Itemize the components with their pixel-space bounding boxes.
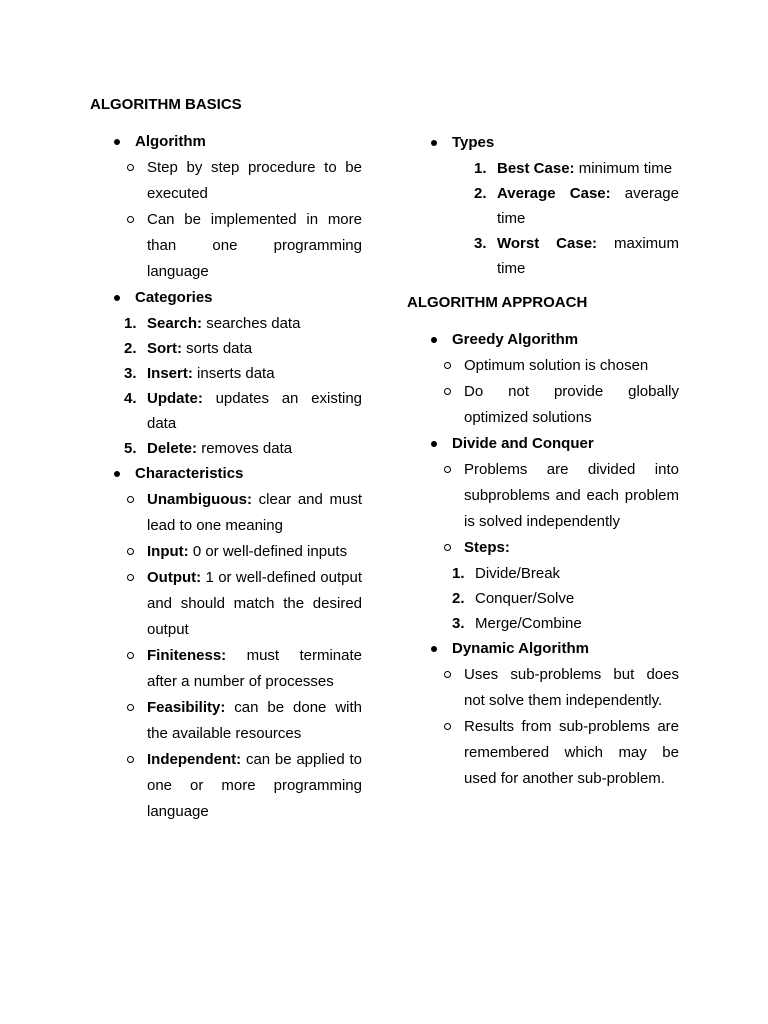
item-text: minimum time (578, 160, 673, 177)
item-text: removes data (201, 440, 293, 457)
item-term: Finiteness: (147, 647, 227, 664)
item-term: Search: (147, 315, 203, 332)
list-item (135, 643, 362, 695)
list-item (407, 586, 679, 611)
hollow-bullet-icon (444, 723, 451, 730)
bullet-icon (431, 337, 437, 343)
list-item-dynamic (407, 636, 679, 792)
list-item (452, 714, 679, 792)
item-text: sorts data (186, 340, 253, 357)
item-text: Can be implemented in more than one programming language (147, 211, 362, 280)
item-text: Optimum solution is chosen (464, 357, 649, 374)
item-title: Categories (135, 289, 213, 306)
item-title: Algorithm (135, 133, 206, 150)
item-number: 3. (452, 615, 465, 632)
bullet-icon (114, 471, 120, 477)
list-item (135, 747, 362, 825)
characteristics-list (90, 461, 362, 825)
dynamic-list (407, 636, 679, 792)
list-item-divide-and-conquer (407, 431, 679, 561)
algorithm-sublist (135, 155, 362, 285)
hollow-bullet-icon (444, 362, 451, 369)
item-text: Divide/Break (475, 565, 561, 582)
list-item-types (407, 130, 679, 156)
hollow-bullet-icon (127, 548, 134, 555)
hollow-bullet-icon (127, 574, 134, 581)
hollow-bullet-icon (127, 164, 134, 171)
item-term: Average Case: (497, 185, 611, 202)
hollow-bullet-icon (127, 652, 134, 659)
list-item (407, 561, 679, 586)
item-text: clear and must lead to one meaning (147, 491, 362, 534)
list-item (90, 386, 362, 436)
list-item (90, 436, 362, 461)
hollow-bullet-icon (127, 756, 134, 763)
item-text: maximum time (497, 235, 679, 277)
heading-algorithm-basics: ALGORITHM BASICS (90, 96, 242, 113)
item-term: Unambiguous: (147, 491, 252, 508)
list-item (135, 487, 362, 539)
item-text: can be applied to one or more programming language (147, 751, 362, 820)
item-number: 1. (124, 315, 137, 332)
characteristics-sublist (135, 487, 362, 825)
list-item (90, 361, 362, 386)
item-term: Insert: (147, 365, 193, 382)
item-term: Sort: (147, 340, 182, 357)
steps-numbered-list (407, 561, 679, 636)
item-text: Uses sub-problems but does not solve them independently. (464, 666, 679, 709)
list-item (407, 611, 679, 636)
item-title: Greedy Algorithm (452, 331, 579, 348)
list-item (452, 379, 679, 431)
item-text: can be done with the available resources (147, 699, 362, 742)
item-text: 1 or well-defined output and should match the desired output (147, 569, 362, 638)
item-text: Conquer/Solve (475, 590, 575, 607)
list-item (135, 207, 362, 285)
item-term: Input: (147, 543, 189, 560)
item-term: Best Case: (497, 160, 575, 177)
hollow-bullet-icon (127, 704, 134, 711)
hollow-bullet-icon (444, 388, 451, 395)
bullet-icon (431, 646, 437, 652)
left-column (90, 93, 362, 825)
item-text: must terminate after a number of processes (147, 647, 362, 690)
hollow-bullet-icon (444, 466, 451, 473)
hollow-bullet-icon (127, 496, 134, 503)
item-text: searches data (206, 315, 301, 332)
item-number: 1. (452, 565, 465, 582)
bullet-icon (431, 140, 437, 146)
list-item (452, 457, 679, 535)
categories-numbered-list (90, 311, 362, 461)
list-item (90, 311, 362, 336)
bullet-icon (114, 139, 120, 145)
list-item (135, 565, 362, 643)
item-number: 3. (474, 235, 487, 252)
item-term: Worst Case: (497, 235, 598, 252)
item-number: 4. (124, 390, 137, 407)
item-number: 1. (474, 160, 487, 177)
list-item (407, 231, 679, 281)
right-column (407, 130, 679, 792)
list-item-steps (452, 535, 679, 561)
types-numbered-list (407, 156, 679, 281)
item-text: Problems are divided into subproblems and each problem is solved independently (464, 461, 679, 530)
item-term: Delete: (147, 440, 198, 457)
hollow-bullet-icon (444, 671, 451, 678)
basics-list (90, 129, 362, 311)
item-text: Step by step procedure to be executed (147, 159, 362, 202)
item-number: 2. (474, 185, 487, 202)
item-term: Feasibility: (147, 699, 226, 716)
item-number: 3. (124, 365, 137, 382)
hollow-bullet-icon (127, 216, 134, 223)
list-item-algorithm (90, 129, 362, 285)
item-number: 2. (124, 340, 137, 357)
item-text: Results from sub-problems are remembered which may be used for another sub-problem. (464, 718, 679, 787)
item-title: Characteristics (135, 465, 244, 482)
types-list (407, 130, 679, 156)
approach-list (407, 327, 679, 561)
item-text: Merge/Combine (475, 615, 582, 632)
list-item (452, 662, 679, 714)
steps-label: Steps: (464, 539, 510, 556)
list-item-characteristics (90, 461, 362, 825)
divide-sublist (452, 457, 679, 561)
item-number: 2. (452, 590, 465, 607)
list-item (135, 695, 362, 747)
heading-algorithm-approach: ALGORITHM APPROACH (407, 294, 588, 311)
item-text: 0 or well-defined inputs (192, 543, 348, 560)
greedy-sublist (452, 353, 679, 431)
item-term: Update: (147, 390, 203, 407)
list-item (452, 353, 679, 379)
item-term: Output: (147, 569, 202, 586)
hollow-bullet-icon (444, 544, 451, 551)
list-item (135, 539, 362, 565)
dynamic-sublist (452, 662, 679, 792)
item-title: Divide and Conquer (452, 435, 594, 452)
item-text: updates an existing data (147, 390, 362, 432)
list-item-categories (90, 285, 362, 311)
list-item (135, 155, 362, 207)
list-item (90, 336, 362, 361)
bullet-icon (114, 295, 120, 301)
item-term: Independent: (147, 751, 242, 768)
item-title: Types (452, 134, 495, 151)
item-number: 5. (124, 440, 137, 457)
item-text: average time (497, 185, 679, 227)
list-item (407, 156, 679, 181)
bullet-icon (431, 441, 437, 447)
item-text: Do not provide globally optimized solutions (464, 383, 679, 426)
item-text: inserts data (197, 365, 275, 382)
list-item (407, 181, 679, 231)
list-item-greedy (407, 327, 679, 431)
item-title: Dynamic Algorithm (452, 640, 589, 657)
